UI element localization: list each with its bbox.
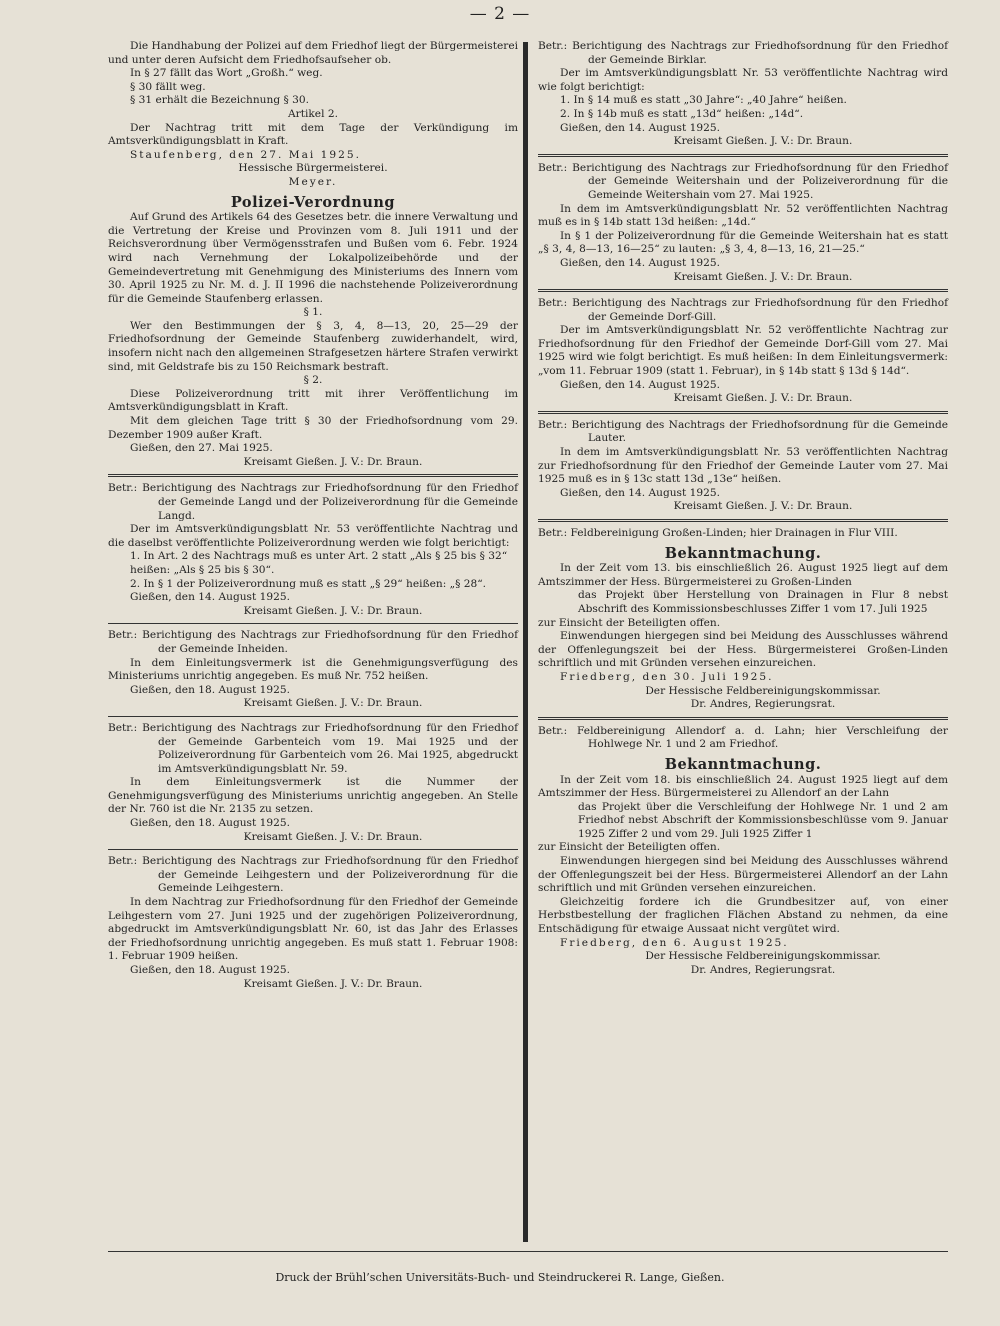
langd-signer: Kreisamt Gießen. J. V.: Dr. Braun.: [243, 604, 423, 617]
allendorf-betr: Betr.: Feldbereinigung Allendorf a. d. Lahn; hier Verschleifung der Hohlwege Nr. 1 und 2 am Friedhof.: [538, 724, 948, 751]
bottom-rule: [108, 1251, 948, 1252]
verordnung-s1-text: Wer den Bestimmungen der § 3, 4, 8—13, 20, 25—29 der Friedhofsordnung der Gemeinde Staufenberg zuwiderhandelt, wird, insofern nicht nach den allgemeinen Strafgesetzen härtere Strafen verwirkt sind, mit Geldstrafe bis zu 150 Reichsmark bestraft.: [108, 319, 518, 373]
dorfgill-signer: Kreisamt Gießen. J. V.: Dr. Braun.: [673, 392, 853, 405]
lauter-text: In dem im Amtsverkündigungsblatt Nr. 53 veröffentlichten Nachtrag zur Friedhofsordnung für den Friedhof der Gemeinde Lauter vom 27. Mai 1925 muß es in § 13c statt 13d „13e“ heißen.: [538, 446, 948, 486]
article-heading: Artikel 2.: [288, 107, 338, 120]
langd-text: Der im Amtsverkündigungsblatt Nr. 53 veröffentlichte Nachtrag und die daselbst veröffentlichte Polizeiverordnung werden wie folgt berichtigt:: [108, 523, 518, 549]
allendorf-office: Der Hessische Feldbereinigungskommissar.: [645, 950, 881, 963]
allendorf-signer: Dr. Andres, Regierungsrat.: [690, 963, 836, 976]
garbenteich-signer: Kreisamt Gießen. J. V.: Dr. Braun.: [243, 830, 423, 843]
intro-date: Staufenberg, den 27. Mai 1925.: [130, 148, 362, 161]
garbenteich-date: Gießen, den 18. August 1925.: [130, 817, 290, 830]
grossenlinden-date: Friedberg, den 30. Juli 1925.: [560, 670, 774, 683]
allendorf-heading: Bekanntmachung.: [664, 755, 822, 773]
verordnung-s1: § 1.: [303, 306, 323, 319]
verordnung-s2-text: Diese Polizeiverordnung tritt mit ihrer Veröffentlichung im Amtsverkündigungsblatt in Kraft.: [108, 387, 518, 414]
leihgestern-betr: Betr.: Berichtigung des Nachtrags zur Friedhofsordnung für den Friedhof der Gemeinde Leihgestern und der Polizeiverordnung für die Gemeinde Leihgestern.: [108, 855, 518, 895]
lauter-betr: Betr.: Berichtigung des Nachtrags der Friedhofsordnung für die Gemeinde Lauter.: [538, 418, 948, 445]
grossenlinden-text2: zur Einsicht der Beteiligten offen.: [538, 616, 721, 629]
langd-betr: Betr.: Berichtigung des Nachtrags zur Friedhofsordnung für den Friedhof der Gemeinde Langd und der Polizeiverordnung für die Gemeinde Langd.: [108, 482, 518, 522]
left-column: [108, 40, 518, 991]
langd-item-2: 2. In § 1 der Polizeiverordnung muß es statt „§ 29“ heißen: „§ 28“.: [130, 577, 487, 590]
grossenlinden-office: Der Hessische Feldbereinigungskommissar.: [645, 684, 881, 697]
allendorf-text2: zur Einsicht der Beteiligten offen.: [538, 841, 721, 854]
grossenlinden-text3: Einwendungen hiergegen sind bei Meidung des Ausschlusses während der Offenlegungszeit bei der Hess. Bürgermeisterei Großen-Linden schriftlich und mit Gründen versehen einzureichen.: [538, 630, 948, 670]
birklar-signer: Kreisamt Gießen. J. V.: Dr. Braun.: [673, 135, 853, 148]
grossenlinden-text: In der Zeit vom 13. bis einschließlich 26. August 1925 liegt auf dem Amtszimmer der Hess. Bürgermeisterei zu Großen-Linden: [538, 562, 948, 588]
leihgestern-date: Gießen, den 18. August 1925.: [130, 964, 290, 976]
grossenlinden-betr: Betr.: Feldbereinigung Großen-Linden; hier Drainagen in Flur VIII.: [538, 527, 898, 539]
verordnung-intro: Auf Grund des Artikels 64 des Gesetzes betr. die innere Verwaltung und die Vertretung der Kreise und Provinzen vom 8. Juli 1911 und der Reichsverordnung über Vermögensstrafen und Bußen vom 6. Febr. 1924 wird nach Vernehmung der Lokalpolizeibehörde und der Gemeindevertretung mit Genehmigung des Ministeriums des Innern vom 30. April 1925 zu Nr. M. d. J. II 1996 die nachstehende Polizeiverordnung für die Gemeinde Staufenberg erlassen.: [108, 211, 518, 305]
birklar-date: Gießen, den 14. August 1925.: [560, 121, 720, 134]
weitershain-date: Gießen, den 14. August 1925.: [560, 256, 720, 269]
dorfgill-text: Der im Amtsverkündigungsblatt Nr. 52 veröffentlichte Nachtrag zur Friedhofsordnung für den Friedhof der Gemeinde Dorf-Gill vom 27. Mai 1925 wird wie folgt berichtigt. Es muß heißen: In dem Einleitungsvermerk: „vom 11. Februar 1909 (statt 1. Februar), in § 14b statt § 13d § 14d“.: [538, 324, 948, 378]
intro-signer: Meyer.: [288, 175, 338, 188]
inheiden-signer: Kreisamt Gießen. J. V.: Dr. Braun.: [243, 697, 423, 710]
weitershain-betr: Betr.: Berichtigung des Nachtrags zur Friedhofsordnung für den Friedhof der Gemeinde Weitershain und der Polizeiverordnung für die Gemeinde Weitershain vom 27. Mai 1925.: [538, 161, 948, 201]
inheiden-text: In dem Einleitungsvermerk ist die Genehmigungsverfügung des Ministeriums unrichtig angegeben. Es muß Nr. 752 heißen.: [108, 656, 518, 683]
dorfgill-date: Gießen, den 14. August 1925.: [560, 378, 720, 391]
divider: [538, 411, 948, 414]
divider: [108, 849, 518, 850]
divider: [538, 289, 948, 292]
verordnung-s2: § 2.: [303, 374, 323, 387]
divider: [538, 519, 948, 522]
inheiden-date: Gießen, den 18. August 1925.: [130, 683, 290, 696]
langd-date: Gießen, den 14. August 1925.: [130, 591, 290, 604]
langd-item-1: 1. In Art. 2 des Nachtrags muß es unter Art. 2 statt „Als § 25 bis § 32“ heißen: „Als § 25 bis § 30“.: [130, 550, 508, 576]
dorfgill-betr: Betr.: Berichtigung des Nachtrags zur Friedhofsordnung für den Friedhof der Gemeinde Dorf-Gill.: [538, 297, 948, 323]
birklar-item-2: 2. In § 14b muß es statt „13d“ heißen: „14d“.: [560, 107, 804, 120]
intro-line-2: In § 27 fällt das Wort „Großh.“ weg.: [130, 67, 323, 80]
allendorf-text: In der Zeit vom 18. bis einschließlich 24. August 1925 liegt auf dem Amtszimmer der Hess. Bürgermeisterei zu Allendorf an der Lahn: [538, 773, 948, 800]
column-divider: [523, 42, 528, 1242]
lauter-signer: Kreisamt Gießen. J. V.: Dr. Braun.: [673, 500, 853, 513]
weitershain-signer: Kreisamt Gießen. J. V.: Dr. Braun.: [673, 270, 853, 283]
grossenlinden-signer: Dr. Andres, Regierungsrat.: [690, 698, 836, 711]
birklar-betr: Betr.: Berichtigung des Nachtrags zur Friedhofsordnung für den Friedhof der Gemeinde Birklar.: [538, 40, 948, 66]
divider: [108, 474, 518, 477]
grossenlinden-heading: Bekanntmachung.: [664, 544, 822, 562]
article-text: Der Nachtrag tritt mit dem Tage der Verkündigung im Amtsverkündigungsblatt in Kraft.: [108, 121, 518, 148]
right-column: [538, 40, 948, 977]
allendorf-text3: Einwendungen hiergegen sind bei Meidung des Ausschlusses während der Offenlegungszeit bei der Hess. Bürgermeisterei Allendorf an der Lahn schriftlich und mit Gründen versehen einzureichen.: [538, 855, 948, 895]
verordnung-date: Gießen, den 27. Mai 1925.: [130, 442, 273, 455]
intro-office: Hessische Bürgermeisterei.: [238, 162, 388, 175]
allendorf-block: das Projekt über die Verschleifung der Hohlwege Nr. 1 und 2 am Friedhof nebst Abschrift der Kommissionsbeschlüsse vom 9. Januar 1925 Ziffer 2 und vom 29. Juli 1925 Ziffer 1: [578, 800, 948, 840]
lauter-date: Gießen, den 14. August 1925.: [560, 486, 720, 499]
verordnung-heading: Polizei-Verordnung: [230, 193, 396, 211]
divider: [108, 623, 518, 624]
divider: [108, 716, 518, 717]
allendorf-text4: Gleichzeitig fordere ich die Grundbesitzer auf, von einer Herbstbestellung der fraglichen Flächen Abstand zu nehmen, da eine Entschädigung für etwaige Aussaat nicht vergütet wird.: [538, 895, 948, 936]
weitershain-text2: In § 1 der Polizeiverordnung für die Gemeinde Weitershain hat es statt „§ 3, 4, 8—13, 16—25“ zu lauten: „§ 3, 4, 8—13, 16, 21—25.“: [538, 229, 948, 256]
inheiden-betr: Betr.: Berichtigung des Nachtrags zur Friedhofsordnung für den Friedhof der Gemeinde Inheiden.: [108, 629, 518, 655]
birklar-item-1: 1. In § 14 muß es statt „30 Jahre“: „40 Jahre“ heißen.: [560, 94, 847, 107]
leihgestern-text: In dem Nachtrag zur Friedhofsordnung für den Friedhof der Gemeinde Leihgestern vom 27. Juni 1925 und der zugehörigen Polizeiverordnung, abgedruckt im Amtsverkündigungsblatt Nr. 60, ist das Jahr des Erlasses der Friedhofsordnung unrichtig angegeben. Es muß statt 1. Februar 1908: 1. Februar 1909 heißen.: [108, 896, 518, 963]
divider: [538, 154, 948, 157]
garbenteich-betr: Betr.: Berichtigung des Nachtrags zur Friedhofsordnung für den Friedhof der Gemeinde Garbenteich vom 19. Mai 1925 und der Polizeiverordnung für Garbenteich vom 26. Mai 1925, abgedruckt im Amtsverkündigungsblatt Nr. 59.: [108, 721, 518, 775]
allendorf-date: Friedberg, den 6. August 1925.: [560, 936, 789, 949]
grossenlinden-block: das Projekt über Herstellung von Drainagen in Flur 8 nebst Abschrift des Kommissionsbeschlusses Ziffer 1 vom 17. Juli 1925: [578, 589, 948, 615]
leihgestern-signer: Kreisamt Gießen. J. V.: Dr. Braun.: [243, 977, 423, 990]
intro-line-4: § 31 erhält die Bezeichnung § 30.: [130, 94, 309, 107]
intro-line-1: Die Handhabung der Polizei auf dem Friedhof liegt der Bürgermeisterei und unter deren Aufsicht dem Friedhofsaufseher ob.: [108, 40, 518, 66]
divider: [538, 717, 948, 720]
verordnung-signer: Kreisamt Gießen. J. V.: Dr. Braun.: [243, 455, 423, 468]
intro-line-3: § 30 fällt weg.: [130, 80, 206, 93]
weitershain-text: In dem im Amtsverkündigungsblatt Nr. 52 veröffentlichten Nachtrag muß es in § 14b statt 13d heißen: „14d.“: [538, 202, 948, 229]
page-number: — 2 —: [469, 4, 531, 24]
verordnung-s2-text2: Mit dem gleichen Tage tritt § 30 der Friedhofsordnung vom 29. Dezember 1909 außer Kraft.: [108, 415, 518, 441]
garbenteich-text: In dem Einleitungsvermerk ist die Nummer der Genehmigungsverfügung des Ministeriums unrichtig angegeben. An Stelle der Nr. 760 ist die Nr. 2135 zu setzen.: [108, 776, 518, 816]
birklar-text: Der im Amtsverkündigungsblatt Nr. 53 veröffentlichte Nachtrag wird wie folgt berichtigt:: [538, 67, 948, 93]
printer-imprint: Druck der Brühl’schen Universitäts-Buch- und Steindruckerei R. Lange, Gießen.: [275, 1271, 725, 1284]
